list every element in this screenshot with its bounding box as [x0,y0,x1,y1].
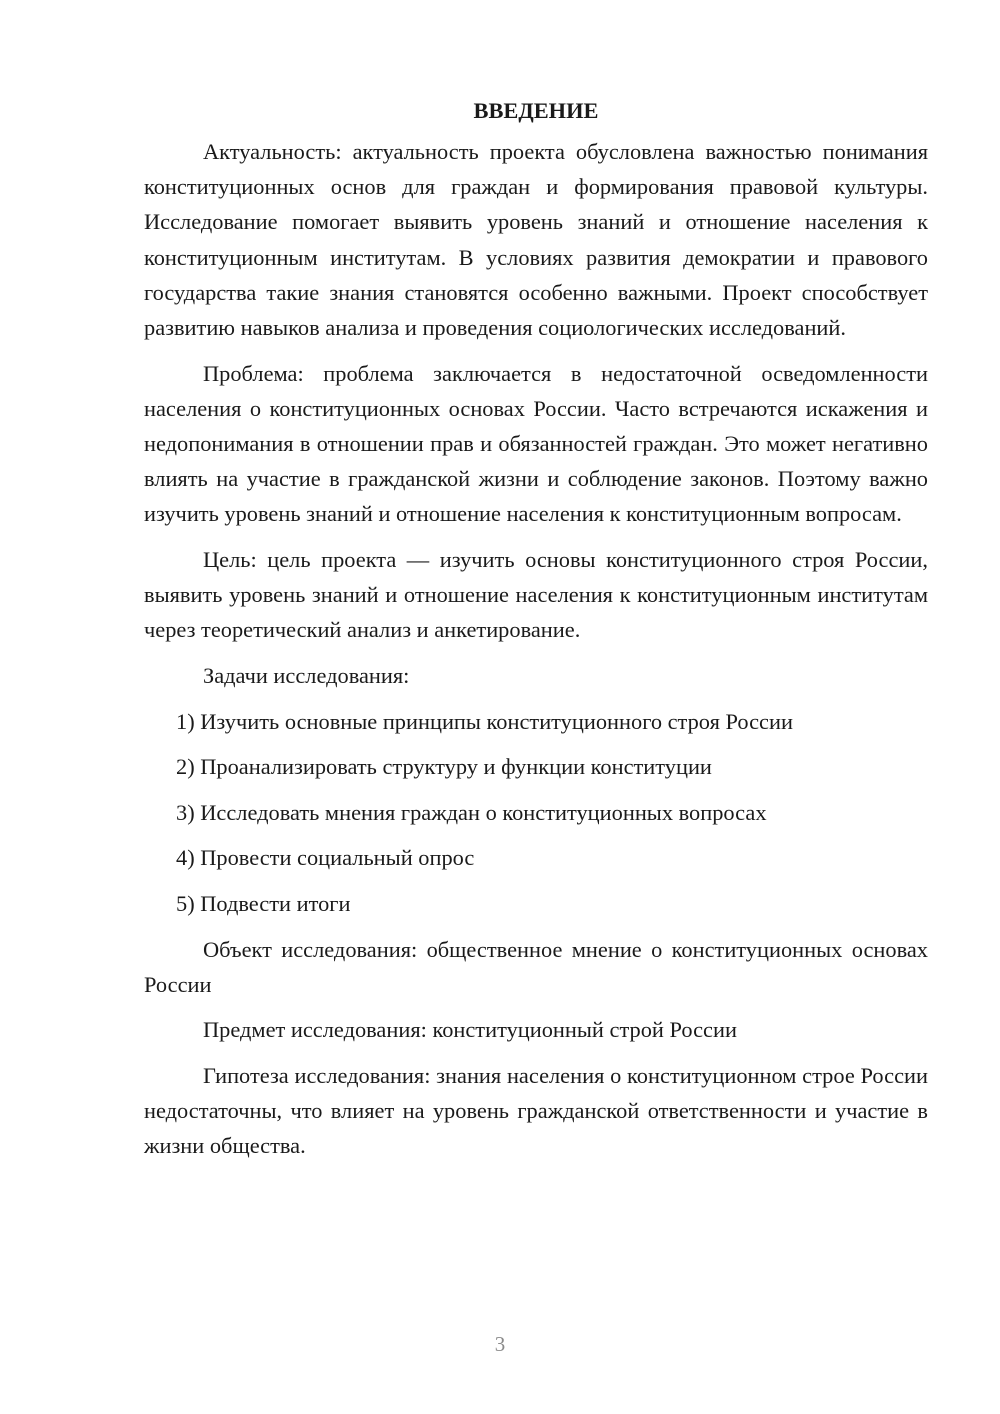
task-list [144,704,928,922]
paragraph-hypothesis: Гипотеза исследования: знания населения о конституционном строе России недостаточны, что влияет на уровень гражданской ответственности и участие в жизни общества. [144,1062,928,1159]
task-item: 5) Подвести итоги [176,890,351,916]
document-page [144,92,928,1174]
task-item: 1) Изучить основные принципы конституционного строя России [176,708,793,734]
tasks-heading: Задачи исследования: [203,663,410,689]
paragraph-object: Объект исследования: общественное мнение о конституционных основах России [144,936,928,997]
paragraph-goal: Цель: цель проекта — изучить основы конституционного строя России, выявить уровень знаний и отношение населения к конституционным институтам через теоретический анализ и анкетирование. [144,547,928,643]
task-item: 4) Провести социальный опрос [176,845,475,871]
paragraph-problem: Проблема: проблема заключается в недостаточной осведомленности населения о конституционных основах России. Часто встречаются искажения и недопонимания в отношении прав и обязанностей граждан. Это может негативно влиять на участие в гражданской жизни и соблюдение законов. Поэтому важно изучить уровень знаний и отношение населения к конституционным вопросам. [144,360,928,527]
paragraph-relevance: Актуальность: актуальность проекта обусловлена важностью понимания конституционных основ для граждан и формирования правовой культуры. Исследование помогает выявить уровень знаний и отношение населения к конституционным институтам. В условиях развития демократии и правового государства такие знания становятся особенно важными. Проект способствует развитию навыков анализа и проведения социологических исследований. [144,139,928,341]
task-item: 3) Исследовать мнения граждан о конституционных вопросах [176,799,767,825]
task-item: 2) Проанализировать структуру и функции конституции [176,754,712,780]
page-title: ВВЕДЕНИЕ [473,98,599,123]
page-number: 3 [494,1332,506,1356]
paragraph-subject: Предмет исследования: конституционный строй России [203,1017,737,1043]
